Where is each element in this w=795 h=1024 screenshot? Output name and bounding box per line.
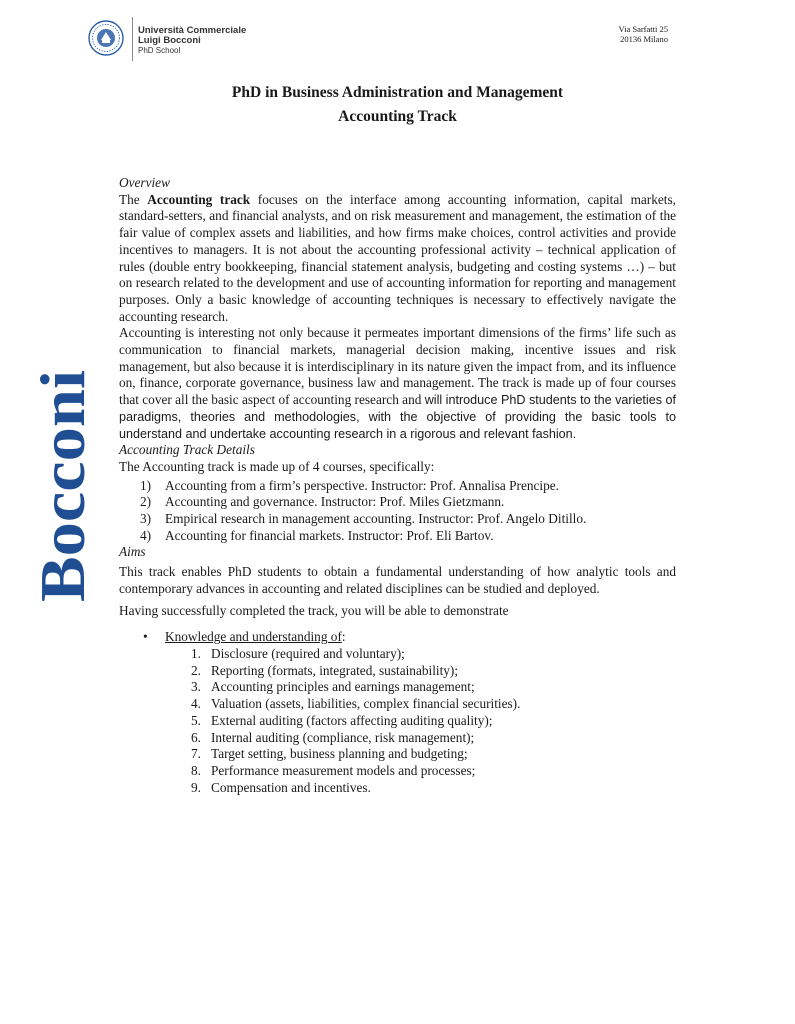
university-name-line2: Luigi Bocconi [138,35,201,46]
overview-paragraph-1: The Accounting track focuses on the interface among accounting information, capital markets, standard-setters, and financial analysts, and on risk measurement and management, the estimation of the fair value of complex assets and liabilities, and how firms make choices, control activities and provide incentives to managers. It is not about the accounting professional activity – technical application of rules (double entry bookkeeping, financial statement analysis, budgeting and costing systems …) – but on research related to the development and use of accounting information for reporting and management purposes. Only a basic knowledge of accounting techniques is necessary to effectively navigate the accounting research. [119,191,676,324]
overview-paragraph-2: Accounting is interesting not only because it permeates important dimensions of the firms’ life such as communication to financial markets, managerial decision making, incentive issues and risk management, but also because it is interdisciplinary in its nature given the impact from, and its influence on, finance, corporate governance, business law and management. The track is made up of four courses that cover all the basic aspect of accounting research and will introduce PhD students to the varieties of paradigms, theories and methodologies, with the objective of providing the basic tools to understand and undertake accounting research in a rigorous and relevant fashion. [119,325,676,441]
bullet-icon: • [143,629,148,645]
list-item: 1) Accounting from a firm’s perspective. Instructor: Prof. Annalisa Prencipe. [140,477,559,493]
overview-heading: Overview [119,175,170,190]
vertical-brand-wordmark [27,370,98,602]
course-list [119,478,676,545]
logo-divider [132,17,133,61]
vertical-brand-text: Bocconi [27,385,98,602]
list-item: 8. Performance measurement models and processes; [191,762,476,778]
university-logo [88,17,288,63]
aims-paragraph-2: Having successfully completed the track, you will be able to demonstrate [119,602,509,618]
document-body [119,175,676,796]
aims-heading: Aims [119,544,146,560]
list-item: 4) Accounting for financial markets. Instructor: Prof. Eli Bartov. [140,527,494,543]
school-name: PhD School [138,46,181,55]
accounting-track-bold: Accounting track [147,191,251,207]
list-item: 3. Accounting principles and earnings management; [191,679,475,695]
list-item: 3) Empirical research in management accounting. Instructor: Prof. Angelo Ditillo. [140,511,587,527]
address-line2: 20136 Milano [620,34,668,44]
address-line1: Via Sarfatti 25 [618,24,668,34]
list-item: 1. Disclosure (required and voluntary); [191,645,405,661]
list-item: 2. Reporting (formats, integrated, sustainability); [191,662,459,678]
list-item: 5. External auditing (factors affecting auditing quality); [191,712,493,728]
university-seal-icon [88,20,124,56]
page-title: PhD in Business Administration and Management [231,84,564,101]
list-item: 4. Valuation (assets, liabilities, complex financial securities). [191,696,521,712]
page-subtitle: Accounting Track [338,108,457,125]
university-name-line1: Università Commerciale [138,25,247,36]
details-heading: Accounting Track Details [119,442,255,458]
details-intro: The Accounting track is made up of 4 courses, specifically: [119,458,435,474]
list-item: 2) Accounting and governance. Instructor: Prof. Miles Gietzmann. [140,494,505,510]
knowledge-bullet: • Knowledge and understanding of: [119,629,676,646]
list-item: 6. Internal auditing (compliance, risk management); [191,729,475,745]
address-block [618,24,668,44]
list-item: 7. Target setting, business planning and budgeting; [191,746,468,762]
outcome-list [119,646,676,796]
aims-paragraph-1: This track enables PhD students to obtain a fundamental understanding of how analytic tools and contemporary advances in accounting and related disciplines can be studied and deployed. [119,564,676,596]
logo-text [138,26,246,56]
knowledge-label: Knowledge and understanding of [165,629,342,645]
list-item: 9. Compensation and incentives. [191,779,371,795]
